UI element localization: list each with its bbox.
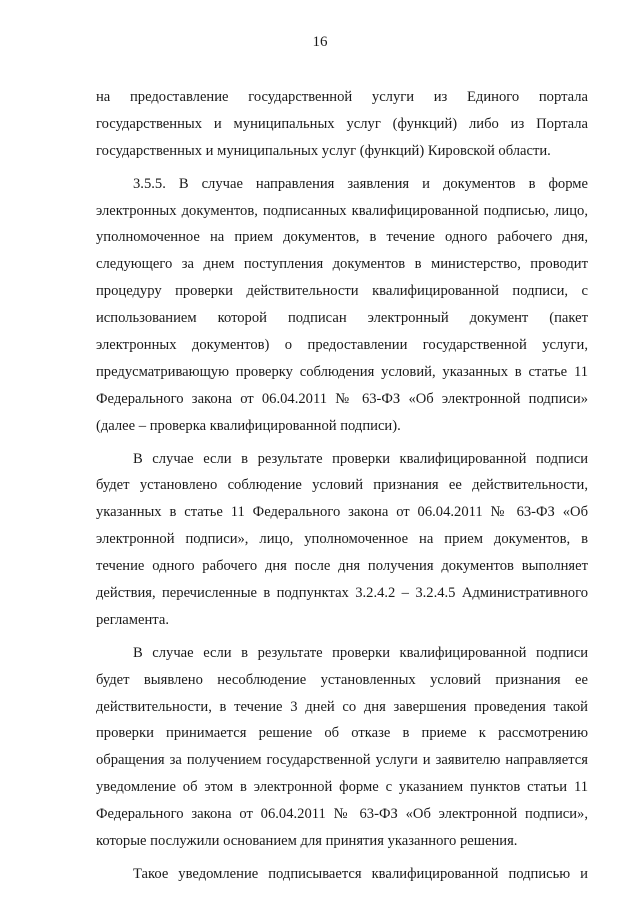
text-line: В случае если в результате проверки квалифицированной подписи bbox=[133, 644, 588, 661]
text-line: В случае если в результате проверки квалифицированной подписи bbox=[133, 450, 588, 467]
text-line: Федерального закона от 06.04.2011 № 63-ФЗ «Об электронной подписи», bbox=[96, 806, 588, 823]
text-line: Федерального закона от 06.04.2011 № 63-ФЗ «Об электронной подписи» bbox=[96, 390, 588, 407]
body-text bbox=[96, 84, 588, 888]
text-line: которые послужили основанием для принятия указанного решения. bbox=[96, 833, 518, 850]
text-line: государственных и муниципальных услуг (функций) Кировской области. bbox=[96, 142, 551, 159]
text-line: Такое уведомление подписывается квалифицированной подписью и bbox=[133, 865, 588, 882]
text-line: электронных документов) о предоставлении государственной услуги, bbox=[96, 337, 588, 354]
text-line: на предоставление государственной услуги из Единого портала bbox=[96, 89, 588, 105]
text-line: проверки принимается решение об отказе в приеме к рассмотрению bbox=[96, 725, 588, 742]
text-line: 3.5.5. В случае направления заявления и документов в форме bbox=[133, 175, 588, 192]
text-line: будет выявлено несоблюдение установленных условий признания ее bbox=[96, 671, 588, 688]
text-line: использованием которой подписан электронный документ (пакет bbox=[96, 310, 588, 327]
text-line: течение одного рабочего дня после дня получения документов выполняет bbox=[96, 558, 588, 575]
text-line: электронных документов, подписанных квалифицированной подписью, лицо, bbox=[96, 202, 588, 219]
text-line: регламента. bbox=[96, 611, 169, 628]
text-line: (далее – проверка квалифицированной подписи). bbox=[96, 417, 401, 434]
text-line: предусматривающую проверку соблюдения условий, указанных в статье 11 bbox=[96, 363, 588, 380]
text-line: указанных в статье 11 Федерального закона от 06.04.2011 № 63-ФЗ «Об bbox=[96, 504, 588, 521]
text-line: действительности, в течение 3 дней со дня завершения проведения такой bbox=[96, 698, 588, 715]
text-line: обращения за получением государственной услуги и заявителю направляется bbox=[96, 752, 588, 769]
text-line: уполномоченное на прием документов, в течение одного рабочего дня, bbox=[96, 229, 588, 246]
text-line: будет установлено соблюдение условий признания ее действительности, bbox=[96, 477, 588, 494]
text-line: уведомление об этом в электронной форме с указанием пунктов статьи 11 bbox=[96, 779, 588, 796]
text-line: государственных и муниципальных услуг (функций) либо из Портала bbox=[96, 115, 588, 132]
page-number: 16 bbox=[312, 34, 328, 50]
text-line: электронной подписи», лицо, уполномоченное на прием документов, в bbox=[96, 531, 588, 548]
text-line: следующего за днем поступления документов в министерство, проводит bbox=[96, 256, 588, 273]
text-line: процедуру проверки действительности квалифицированной подписи, с bbox=[96, 283, 588, 300]
text-line: действия, перечисленные в подпунктах 3.2.4.2 – 3.2.4.5 Административного bbox=[96, 585, 588, 602]
